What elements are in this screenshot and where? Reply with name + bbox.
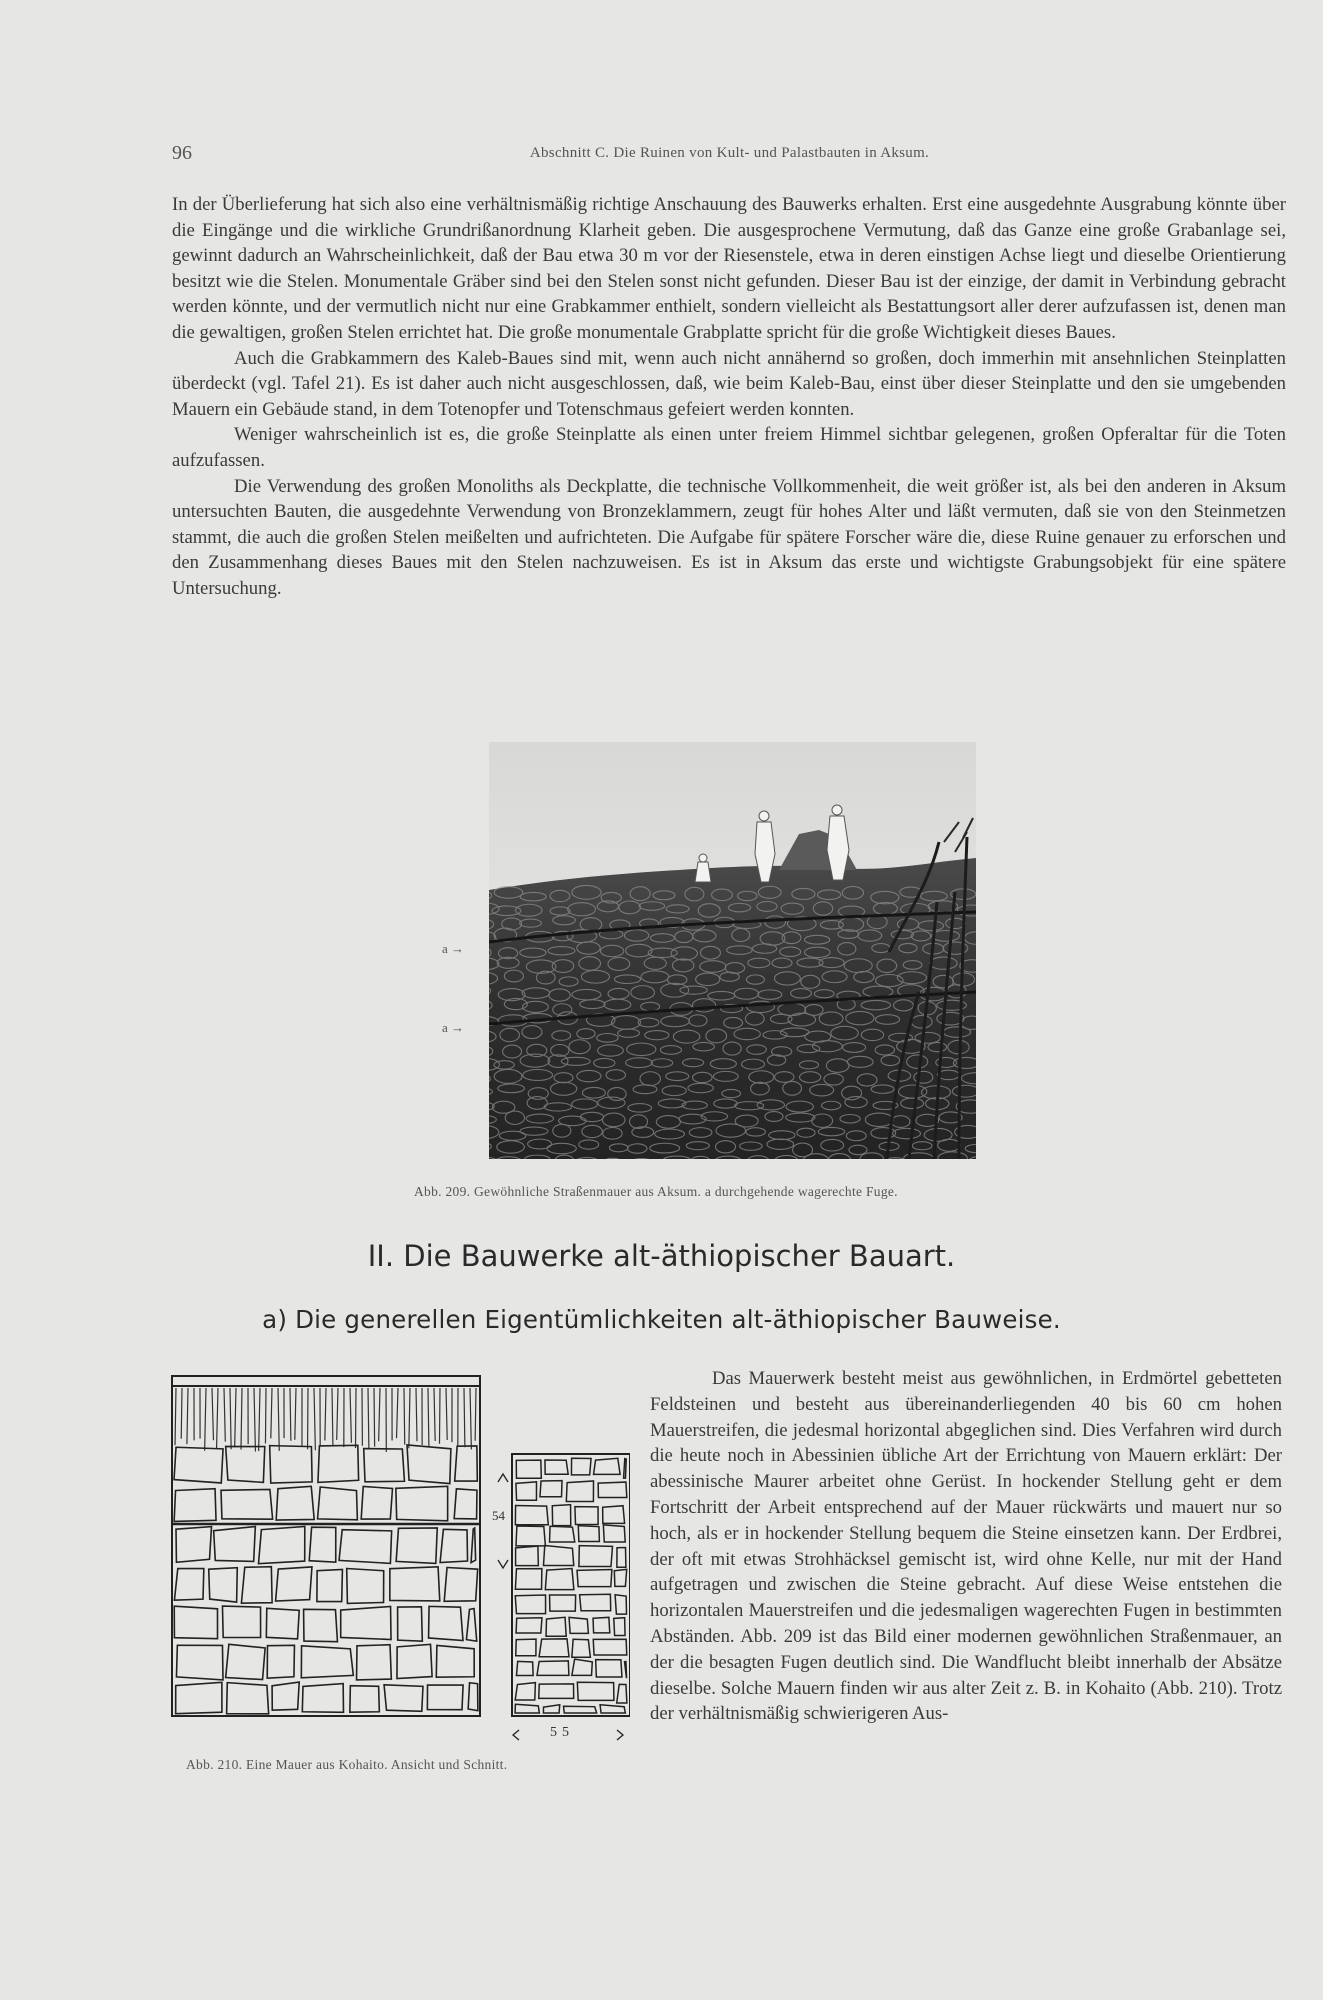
kohaito-wall-drawing	[170, 1374, 630, 1754]
photo-illustration	[489, 742, 976, 1159]
dimension-label-vertical: 54	[492, 1508, 505, 1523]
running-title: Abschnitt C. Die Ruinen von Kult- und Palastbauten in Aksum.	[529, 145, 930, 161]
figure-210-caption: Abb. 210. Eine Mauer aus Kohaito. Ansicht und Schnitt.	[186, 1757, 508, 1772]
wall-elevation-section	[170, 1374, 630, 1754]
paragraph-4: Die Verwendung des großen Monoliths als Deckplatte, die technische Vollkommenheit, die weit größer ist, als bei den anderen in Aksum untersuchten Bauten, die ausgedehnte Verwendung von Bronzeklammern, zeugt für hohes Alter und läßt vermuten, daß sie von den Steinmetzen stammt, die auch die großen Stelen meißelten und aufrichteten. Die Aufgabe für spätere Forscher wäre die, diese Ruine genauer zu erforschen und den Zusammenhang dieses Baues mit den Stelen nachzuweisen. Es ist in Aksum das erste und wichtigste Grabungsobjekt für eine spätere Untersuchung.	[172, 475, 1286, 599]
joint-marker-upper: a →	[442, 941, 465, 956]
joint-marker-lower: a →	[442, 1020, 465, 1035]
figure-209-caption: Abb. 209. Gewöhnliche Straßenmauer aus Aksum. a durchgehende wagerechte Fuge.	[414, 1184, 898, 1199]
page-header	[172, 142, 1287, 166]
section-heading: II. Die Bauwerke alt-äthiopischer Bauart.	[367, 1239, 956, 1273]
street-wall-photo	[489, 742, 976, 1159]
page-number: 96	[172, 142, 192, 164]
dimension-label-horizontal: 55	[550, 1725, 574, 1740]
subsection-heading: a) Die generellen Eigentümlichkeiten alt-äthiopischer Bauweise.	[262, 1305, 1061, 1334]
column-paragraph: Das Mauerwerk besteht meist aus gewöhnlichen, in Erdmörtel gebetteten Feldsteinen und besteht aus übereinanderliegenden 40 bis 60 cm hohen Mauerstreifen, die jedesmal horizontal abgeglichen sind. Dies Verfahren wird durch die heute noch in Abessinien übliche Art der Errichtung von Mauern erklärt: Der abessinische Maurer arbeitet ohne Gerüst. In hockender Stellung geht er dem Fortschritt der Arbeit entsprechend auf der Mauer rückwärts und mauert nur so hoch, als er in hockender Stellung bequem die Steine einsetzen kann. Der Erdbrei, der oft mit etwas Strohhäcksel gemischt ist, wird ohne Kelle, nur mit der Hand aufgetragen und zwischen die Steine gebracht. Auf diese Weise entstehen die horizontalen Mauerstreifen und die jedesmaligen wagerechten Fugen in bestimmten Abständen. Abb. 209 ist das Bild einer modernen gewöhnlichen Straßenmauer, an der die besagten Fugen deutlich sind. Die Wandflucht bleibt innerhalb der Absätze dieselbe. Solche Mauern finden wir aus alter Zeit z. B. in Kohaito (Abb. 210). Trotz der verhältnismäßig schwierigeren Aus-	[650, 1368, 1282, 1725]
paragraph-2: Auch die Grabkammern des Kaleb-Baues sind mit, wenn auch nicht annähernd so großen, doch immerhin mit ansehnlichen Steinplatten überdeckt (vgl. Tafel 21). Es ist daher auch nicht ausgeschlossen, daß, wie beim Kaleb-Bau, einst über dieser Steinplatte und den sie umgebenden Mauern ein Gebäude stand, in dem Totenopfer und Totenschmaus gefeiert werden konnten.	[172, 347, 1286, 420]
paragraph-1: In der Überlieferung hat sich also eine verhältnismäßig richtige Anschauung des Bauwerks erhalten. Erst eine ausgedehnte Ausgrabung könnte über die Eingänge und die wirkliche Grundrißanordnung Klarheit geben. Die ausgesprochene Vermutung, daß das Ganze eine große Grabanlage sei, gewinnt dadurch an Wahrscheinlichkeit, daß der Bau etwa 30 m vor der Riesenstele, etwa in deren einstigen Achse liegt und dieselbe Orientierung besitzt wie die Stelen. Monumentale Gräber sind bei den Stelen sonst nicht gefunden. Dieser Bau ist der einzige, der damit in Verbindung gebracht werden könnte, und der vermutlich nicht nur eine Grabkammer enthielt, sondern vielleicht als Bestattungsort aller derer aufzufassen ist, denen man die gewaltigen, großen Stelen errichtet hat. Die große monumentale Grabplatte spricht für die große Wichtigkeit dieses Baues.	[172, 194, 1286, 343]
main-text	[172, 192, 1286, 602]
paragraph-3: Weniger wahrscheinlich ist es, die große Steinplatte als einen unter freiem Himmel sichtbar gelegenen, großen Opferaltar für die Toten aufzufassen.	[172, 424, 1286, 471]
column-text	[650, 1366, 1282, 1727]
